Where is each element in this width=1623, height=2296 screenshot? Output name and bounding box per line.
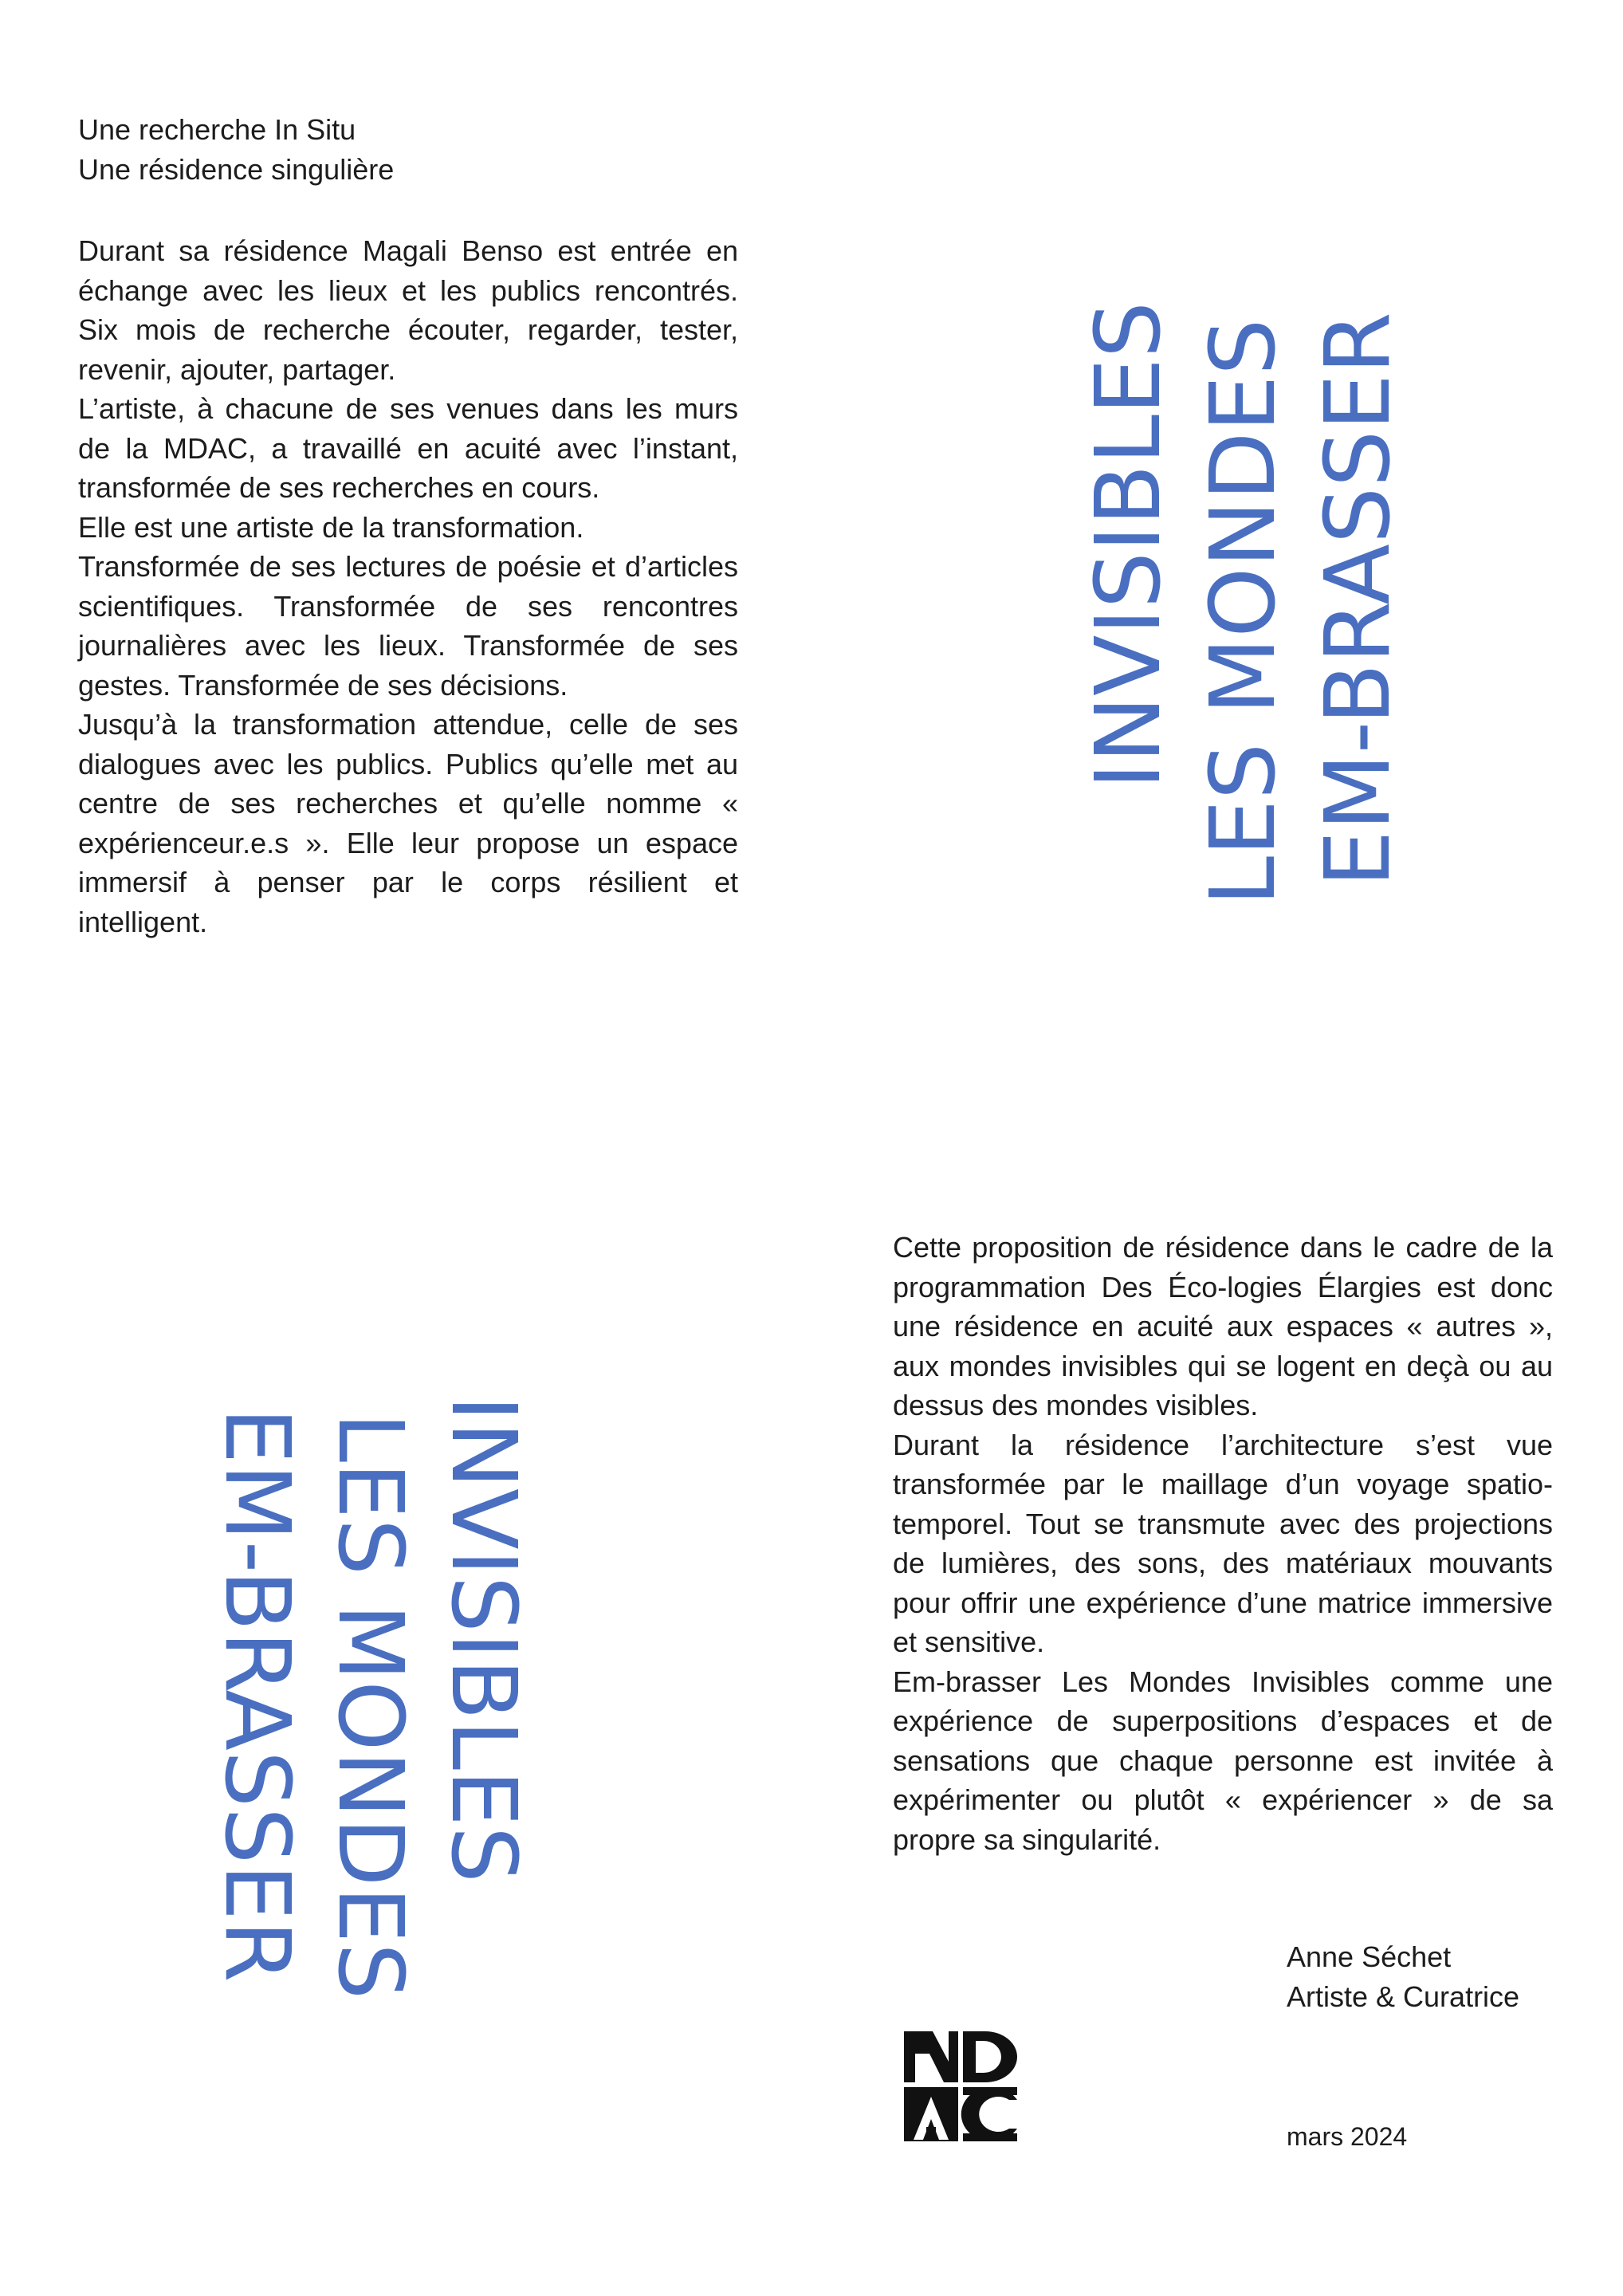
intro-paragraph: Jusqu’à la transformation attendue, celle de ses dialogues avec les publics. Publics qu’elle met au centre de ses recherches et qu’elle nomme « expérienceur.e.s ». Elle leur propose un espace immersif à penser par le corps résilient et intelligent. xyxy=(78,708,738,938)
intro-paragraph: Durant sa résidence Magali Benso est entrée en échange avec les lieux et les publics rencontrés. Six mois de recherche écouter, regarder, tester, revenir, ajouter, partager. xyxy=(78,234,738,386)
intro-paragraph: Elle est une artiste de la transformation. xyxy=(78,510,584,544)
closing-paragraph: Cette proposition de résidence dans le cadre de la programmation Des Éco-logies Élargies est donc une résidence en acuité aux espaces « autres », aux mondes invisibles qui se logent en deçà ou au dessus des mondes visibles. xyxy=(893,1231,1553,1421)
intro-paragraph: Transformée de ses lectures de poésie et d’articles scientifiques. Transformée de ses rencontres journalières avec les lieux. Transformée de ses gestes. Transformée de ses décisions. xyxy=(78,550,738,702)
intro-heading xyxy=(78,110,525,190)
date: mars 2024 xyxy=(1287,2122,1408,2151)
intro-paragraph: L’artiste, à chacune de ses venues dans les murs de la MDAC, a travaillé en acuité avec l’instant, transformée de ses recherches en cours. xyxy=(78,392,738,504)
title-upper-line-2: LES MONDES xyxy=(1192,318,1295,906)
title-upper-line-1: EM-BRASSER xyxy=(1307,312,1410,887)
title-upper-line-3: INVISIBLES xyxy=(1077,301,1181,789)
title-lower-line-1: EM-BRASSER xyxy=(205,1407,308,1983)
mdac-logo xyxy=(902,2030,1019,2143)
mdac-logo-icon xyxy=(902,2030,1019,2143)
signature xyxy=(1287,1937,1519,2017)
signature-name: Anne Séchet xyxy=(1287,1940,1452,1973)
intro-body xyxy=(78,231,738,942)
signature-role: Artiste & Curatrice xyxy=(1287,1980,1520,2013)
closing-body xyxy=(893,1228,1553,1859)
title-lower-line-2: LES MONDES xyxy=(318,1412,422,2000)
closing-paragraph: Durant la résidence l’architecture s’est vue transformée par le maillage d’un voyage spatio-temporel. Tout se transmute avec des projections de lumières, des sons, des matériaux mouvants pour offrir une expérience d’une matrice immersive et sensitive. xyxy=(893,1428,1553,1658)
closing-paragraph: Em-brasser Les Mondes Invisibles comme une expérience de superpositions d’espaces et de sensations que chaque personne est invitée à expérimenter ou plutôt « expériencer » de sa propre sa singularité. xyxy=(893,1665,1553,1856)
intro-heading-line-2: Une résidence singulière xyxy=(78,153,395,186)
title-lower-line-3: INVISIBLES xyxy=(431,1395,535,1883)
intro-heading-line-1: Une recherche In Situ xyxy=(78,113,356,146)
